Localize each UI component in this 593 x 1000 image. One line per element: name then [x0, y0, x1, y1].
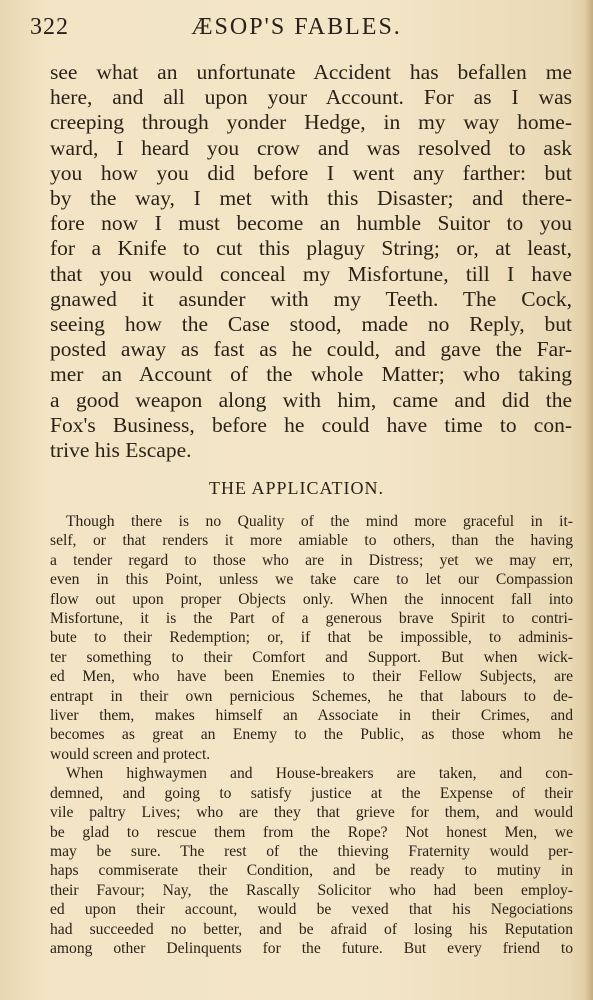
application-heading: THE APPLICATION.: [208, 478, 384, 498]
text-line: for a Knife to cut this plaguy String; or, at least,: [50, 236, 572, 261]
text-line: even in this Point, unless we take care to let our Compassion: [50, 571, 573, 589]
text-line: becomes as great an Enemy to the Public, as those whom he: [50, 726, 573, 744]
text-line: liver them, makes himself an Associate in their Crimes, and: [50, 707, 573, 725]
text-line: by the way, I met with this Disaster; and there-: [50, 186, 572, 211]
text-line: mer an Account of the whole Matter; who taking: [50, 362, 572, 387]
text-line: Though there is no Quality of the mind more graceful in it-: [66, 513, 573, 530]
text-line: Fox's Business, before he could have time to con-: [50, 412, 572, 437]
text-line: vile paltry Lives; who are they that grieve for them, and would: [50, 804, 573, 822]
text-line: trive his Escape.: [50, 438, 192, 463]
text-line: entrapt in their own pernicious Schemes, he that labours to de-: [50, 687, 573, 705]
text-line: a good weapon along with him, came and did the: [50, 387, 572, 412]
page-edge-shadow: [585, 0, 593, 1000]
fable-body-text: [50, 60, 572, 463]
text-line: that you would conceal my Misfortune, till I have: [50, 261, 572, 286]
page-header: [20, 10, 573, 44]
text-line: a tender regard to those who are in Distress; yet we may err,: [50, 551, 573, 569]
text-line: had succeeded no better, and be afraid of losing his Reputation: [50, 920, 573, 938]
text-line: here, and all upon your Account. For as I was: [50, 85, 572, 110]
text-line: seeing how the Case stood, made no Reply, but: [50, 312, 572, 337]
running-title: ÆSOP'S FABLES.: [191, 14, 402, 40]
page-number: 322: [30, 14, 69, 40]
text-line: bute to their Redemption; or, if that be impossible, to adminis-: [50, 629, 573, 647]
text-line: ward, I heard you crow and was resolved to ask: [50, 135, 572, 160]
text-line: ed Men, who have been Enemies to their Fellow Subjects, are: [50, 668, 573, 686]
text-line: demned, and going to satisfy justice at the Expense of their: [50, 784, 573, 802]
text-line: see what an unfortunate Accident has befallen me: [50, 60, 572, 84]
text-line: fore now I must become an humble Suitor to you: [50, 211, 572, 236]
text-line: flow out upon proper Objects only. When the innocent fall into: [50, 590, 573, 608]
text-line: their Favour; Nay, the Rascally Solicitor who had been employ-: [50, 881, 573, 899]
text-line: When highwaymen and House-breakers are taken, and con-: [66, 765, 573, 783]
text-line: ed upon their account, would be vexed that his Negociations: [50, 901, 573, 919]
text-line: creeping through yonder Hedge, in my way home-: [50, 110, 572, 135]
text-line: posted away as fast as he could, and gave the Far-: [50, 337, 572, 362]
text-line: may be sure. The rest of the thieving Fraternity would per-: [50, 842, 573, 860]
text-line: gnawed it asunder with my Teeth. The Cock,: [50, 286, 572, 311]
text-line: haps commiserate their Condition, and be ready to mutiny in: [50, 862, 573, 880]
text-line: self, or that renders it more amiable to others, than the having: [50, 532, 573, 550]
text-line: would screen and protect.: [50, 745, 211, 763]
application-text: [50, 512, 573, 958]
text-line: you how you did before I went any farther: but: [50, 160, 572, 185]
text-line: ter something to their Comfort and Support. But when wick-: [50, 648, 573, 666]
text-line: Misfortune, it is the Part of a generous brave Spirit to contri-: [50, 610, 573, 628]
text-line: among other Delinquents for the future. But every friend to: [50, 939, 573, 957]
text-line: be glad to rescue them from the Rope? Not honest Men, we: [50, 823, 573, 841]
